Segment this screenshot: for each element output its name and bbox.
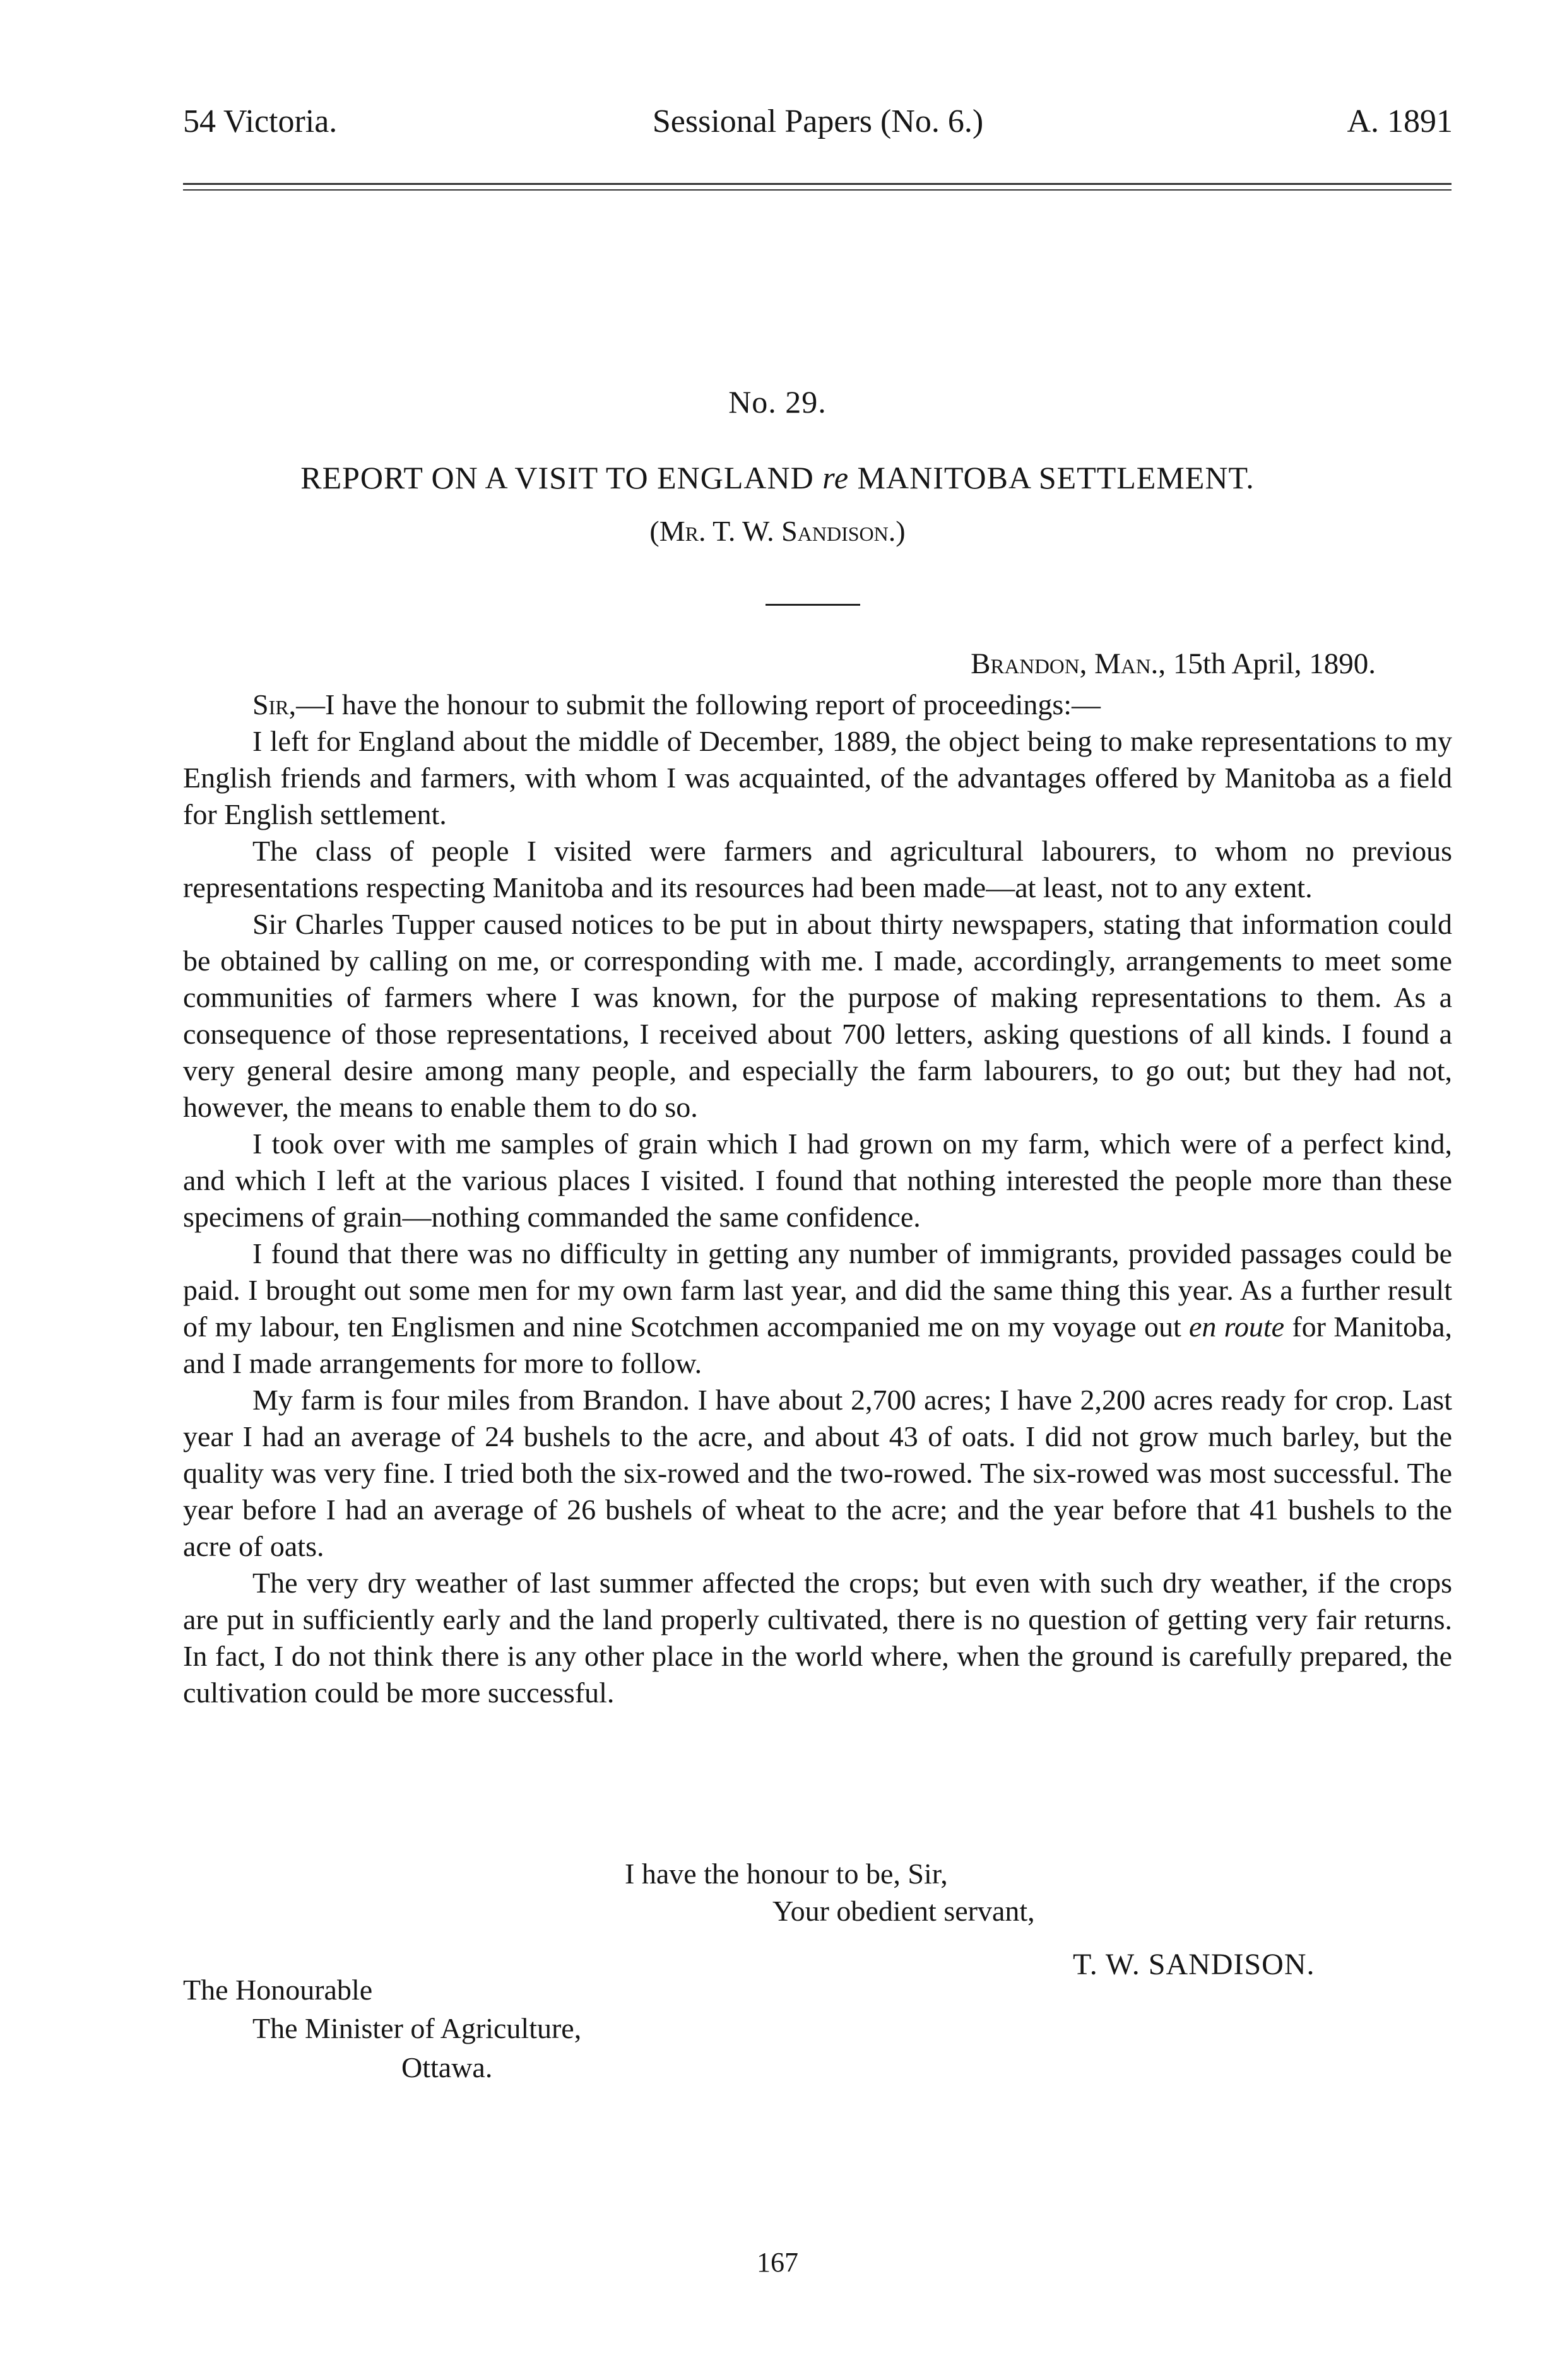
paragraph-5 [183, 1235, 1452, 1382]
dateline-date: , 15th April, 1890. [1158, 647, 1376, 680]
paragraph-7: The very dry weather of last summer affected the crops; but even with such dry weather, if the crops are put in sufficiently early and the land properly cultivated, there is no question of getting very fair returns. In fact, I do not think there is any other place in the world where, when the ground is carefully prepared, the cultivation could be more successful. [183, 1567, 1452, 1709]
document-number: No. 29. [728, 384, 827, 420]
header-rule-bottom [183, 189, 1452, 191]
paragraph-6: My farm is four miles from Brandon. I have about 2,700 acres; I have 2,200 acres ready for crop. Last year I had an average of 24 bushels to the acre, and about 43 of oats. I did not grow much barley, but the quality was very fine. I tried both the six-rowed and the two-rowed. The six-rowed was most successful. The year before I had an average of 26 bushels of wheat to the acre; and the year before that 41 bushels to the acre of oats. [183, 1384, 1452, 1562]
closing-line-2: Your obedient servant, [772, 1895, 1035, 1927]
closing-line-1: I have the honour to be, Sir, [625, 1858, 948, 1890]
letter-body [183, 686, 1452, 1711]
document-author: (Mr. T. W. Sandison.) [649, 515, 906, 547]
paragraph-4: I took over with me samples of grain which I had grown on my farm, which were of a perfect kind, and which I left at the various places I visited. I found that nothing interested the people more than these specimens of grain—nothing commanded the same confidence. [183, 1128, 1452, 1233]
salutation-word: Sir [252, 688, 289, 721]
page-number: 167 [757, 2247, 798, 2278]
addressee-line-3: Ottawa. [401, 2051, 493, 2083]
running-head [183, 100, 1453, 144]
paragraph-5-italic: en route [1189, 1311, 1285, 1343]
paragraph-5-text-a: I found that there was no difficulty in getting any number of immigrants, provided passages could be paid. I brought out some men for my own farm last year, and did the same thing this year. As a further result of my labour, ten Englismen and nine Scotchmen accompanied me on my voyage out [183, 1237, 1452, 1343]
document-title [0, 459, 1555, 496]
salutation-text: ,—I have the honour to submit the following report of proceedings:— [288, 688, 1101, 721]
title-part-2: MANITOBA SETTLEMENT. [849, 460, 1255, 495]
salutation [183, 686, 1452, 723]
dateline [971, 647, 1376, 681]
addressee-line-2: The Minister of Agriculture, [252, 2012, 582, 2044]
paragraph-3: Sir Charles Tupper caused notices to be put in about thirty newspapers, stating that information could be obtained by calling on me, or corresponding with me. I made, accordingly, arrangements to meet some communities of farmers where I was known, for the purpose of making representations to them. As a consequence of those representations, I received about 700 letters, asking questions of all kinds. I found a very general desire among many people, and especially the farm labourers, to go out; but they had not, however, the means to enable them to do so. [183, 908, 1452, 1123]
running-head-session: 54 Victoria. [183, 103, 338, 139]
header-rule-top [183, 183, 1452, 185]
title-re: re [822, 460, 849, 495]
paragraph-1: I left for England about the middle of December, 1889, the object being to make representations to my English friends and farmers, with whom I was acquainted, of the advantages offered by Manitoba as a field for English settlement. [183, 725, 1452, 830]
running-head-year: A. 1891 [1347, 103, 1453, 139]
running-head-title: Sessional Papers (No. 6.) [652, 103, 984, 139]
signature: T. W. SANDISON. [1073, 1948, 1315, 1981]
dateline-place: Brandon, Man. [971, 647, 1159, 680]
title-divider [766, 604, 860, 606]
addressee-line-1: The Honourable [183, 1974, 373, 2006]
title-part-1: REPORT ON A VISIT TO ENGLAND [300, 460, 823, 495]
paragraph-5-text-b: for Manitoba, and I made arrangements for more to follow. [183, 1311, 1452, 1379]
paragraph-2: The class of people I visited were farmers and agricultural labourers, to whom no previous representations respecting Manitoba and its resources had been made—at least, not to any extent. [183, 835, 1452, 904]
